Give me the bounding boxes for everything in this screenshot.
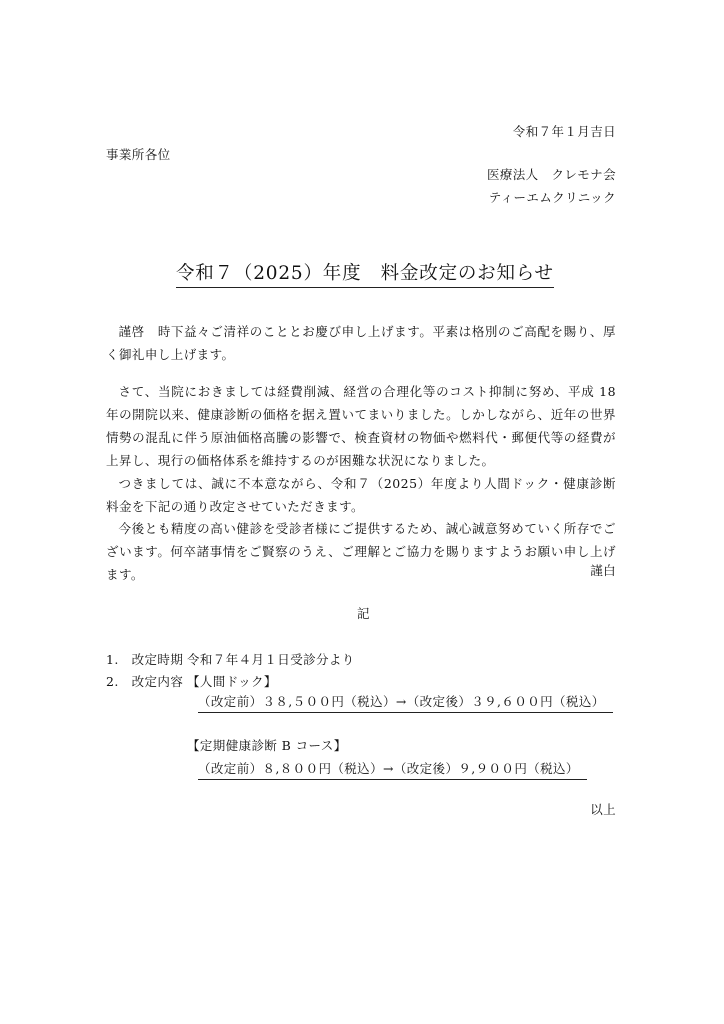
closing-word: 謹白 (590, 563, 616, 578)
item-1-value: 令和７年４月１日受診分より (187, 652, 355, 667)
course-b-price-change: （改定前）８,８００円（税込）→（改定後）９,９００円（税込） (198, 760, 587, 780)
greeting-paragraph: 謹啓 時下益々ご清祥のこととお慶び申し上げます。平素は格別のご高配を賜り、厚く御礼申し上げます。 (106, 324, 616, 362)
end-mark: 以上 (590, 802, 616, 817)
ki-heading: 記 (357, 606, 370, 621)
dock-price-change: （改定前）３８,５００円（税込）→（改定後）３９,６００円（税込） (198, 693, 613, 713)
item-2-label: 2. 改定内容 (106, 674, 184, 689)
course-b-title: 【定期健康診断 B コース】 (187, 738, 347, 753)
background-paragraph: さて、当院におきましては経費削減、経営の合理化等のコスト抑制に努め、平成 18 年の開院以来、健康診断の価格を据え置いてまいりました。しかしながら、近年の世界情勢の混乱に伴う原油価格高騰の影響で、検査資材の物価や燃料代・郵便代等の経費が上昇し、現行の価格体系を維持するのが困難な状況になりました。 (106, 384, 616, 468)
item-1-label: 1. 改定時期 (106, 652, 184, 667)
sender-clinic: ティーエムクリニック (488, 190, 616, 205)
document-date: 令和７年１月吉日 (512, 124, 616, 139)
announcement-paragraph: つきましては、誠に不本意ながら、令和７（2025）年度より人間ドック・健康診断料金を下記の通り改定させていただきます。 (106, 476, 616, 514)
request-paragraph: 今後とも精度の高い健診を受診者様にご提供するため、誠心誠意努めていく所存でございます。何卒諸事情をご賢察のうえ、ご理解とご協力を賜りますようお願い申し上げます。 (106, 521, 616, 582)
sender-organization: 医療法人 クレモナ会 (486, 167, 616, 182)
recipient: 事業所各位 (106, 147, 171, 162)
item-2-value: 【人間ドック】 (187, 674, 277, 689)
document-title: 令和７（2025）年度 料金改定のお知らせ (176, 262, 554, 288)
